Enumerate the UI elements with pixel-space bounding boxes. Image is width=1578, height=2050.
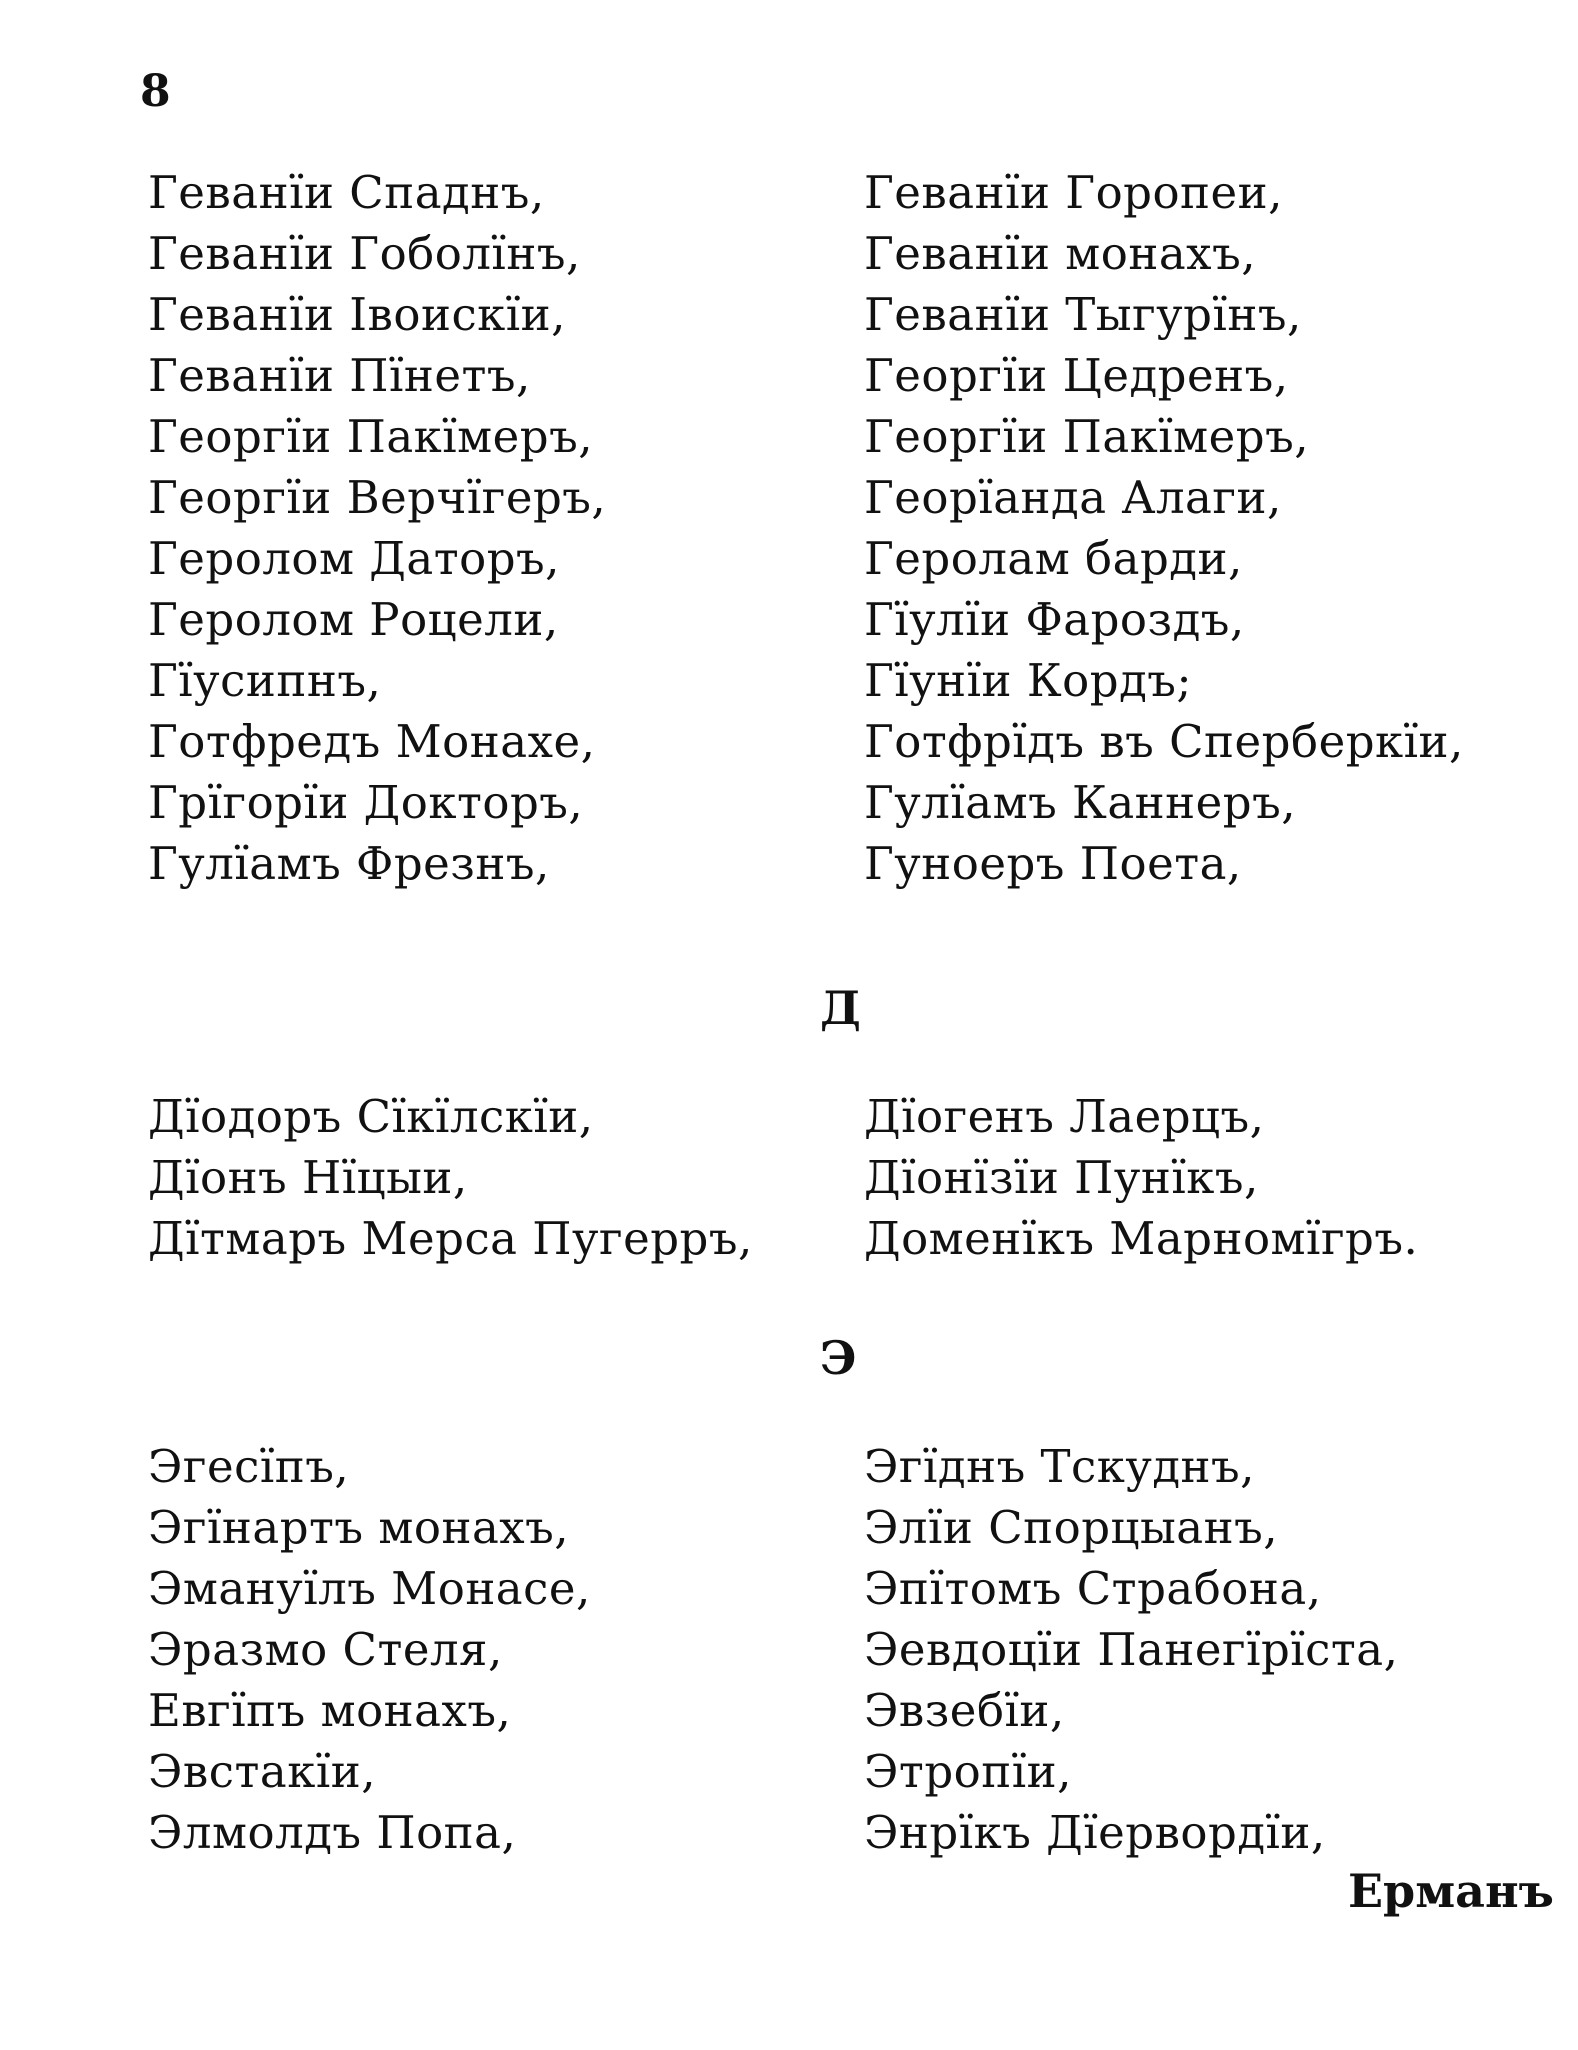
- list-item: Элїи Спорцыанъ,: [864, 1501, 1279, 1554]
- page-number: 8: [140, 66, 171, 117]
- list-item: Гїулїи Фароздъ,: [864, 593, 1245, 646]
- list-item: Георгїи Цедренъ,: [864, 349, 1289, 402]
- list-item: Эевдоцїи Панегїрїста,: [864, 1623, 1399, 1676]
- list-item: Эпїтомъ Страбона,: [864, 1562, 1322, 1615]
- list-item: Гїунїи Кордъ;: [864, 654, 1193, 707]
- list-item: Готфредъ Монахе,: [148, 715, 596, 768]
- list-item: Эвзебїи,: [864, 1684, 1065, 1737]
- list-item: Геванїи Гоболїнъ,: [148, 227, 581, 280]
- list-item: Энрїкъ Дїервордїи,: [864, 1806, 1326, 1859]
- list-item: Гулїамъ Каннеръ,: [864, 776, 1297, 829]
- list-item: Эмануїлъ Монасе,: [148, 1562, 591, 1615]
- section-g-left-column: [148, 162, 606, 894]
- list-item: Георїанда Алаги,: [864, 471, 1282, 524]
- list-item: Геванїи Спаднъ,: [148, 166, 545, 219]
- section-letter-e: Э: [820, 1331, 857, 1385]
- list-item: Грїгорїи Докторъ,: [148, 776, 584, 829]
- list-item: Георгїи Пакїмеръ,: [148, 410, 594, 463]
- section-letter-d: Д: [820, 981, 861, 1035]
- list-item: Эгесїпъ,: [148, 1440, 350, 1493]
- list-item: Доменїкъ Марномїгръ.: [864, 1212, 1419, 1265]
- list-item: Дїодоръ Сїкїлскїи,: [148, 1090, 594, 1143]
- list-item: Элмолдъ Попа,: [148, 1806, 517, 1859]
- section-d-right-column: [864, 1086, 1418, 1269]
- list-item: Эгїнартъ монахъ,: [148, 1501, 570, 1554]
- list-item: Геванїи Івоискїи,: [148, 288, 566, 341]
- list-item: Эвстакїи,: [148, 1745, 377, 1798]
- list-item: Эразмо Стеля,: [148, 1623, 503, 1676]
- section-e-left-column: [148, 1436, 591, 1863]
- list-item: Гуноеръ Поета,: [864, 837, 1242, 890]
- list-item: Дїтмаръ Мерса Пугерръ,: [148, 1212, 753, 1265]
- section-e-right-column: [864, 1436, 1398, 1863]
- list-item: Готфрїдъ въ Сперберкїи,: [864, 715, 1464, 768]
- list-item: Дїонїзїи Пунїкъ,: [864, 1151, 1259, 1204]
- list-item: Евгїпъ монахъ,: [148, 1684, 512, 1737]
- list-item: Этропїи,: [864, 1745, 1072, 1798]
- list-item: Геванїи Горопеи,: [864, 166, 1283, 219]
- list-item: Геролом Даторъ,: [148, 532, 560, 585]
- section-g-right-column: [864, 162, 1464, 894]
- list-item: Геванїи монахъ,: [864, 227, 1256, 280]
- list-item: Геванїи Тыгурїнъ,: [864, 288, 1302, 341]
- section-d-left-column: [148, 1086, 753, 1269]
- list-item: Дїогенъ Лаерцъ,: [864, 1090, 1265, 1143]
- list-item: Георгїи Верчїгеръ,: [148, 471, 607, 524]
- list-item: Георгїи Пакїмеръ,: [864, 410, 1310, 463]
- list-item: Геролом Роцели,: [148, 593, 559, 646]
- list-item: Эгїднъ Тскуднъ,: [864, 1440, 1255, 1493]
- list-item: Геванїи Пїнетъ,: [148, 349, 531, 402]
- list-item: Гулїамъ Фрезнъ,: [148, 837, 550, 890]
- list-item: Геролам барди,: [864, 532, 1243, 585]
- list-item: Гїусипнъ,: [148, 654, 382, 707]
- list-item: Дїонъ Нїцыи,: [148, 1151, 468, 1204]
- catchword: Ерманъ: [1348, 1864, 1554, 1918]
